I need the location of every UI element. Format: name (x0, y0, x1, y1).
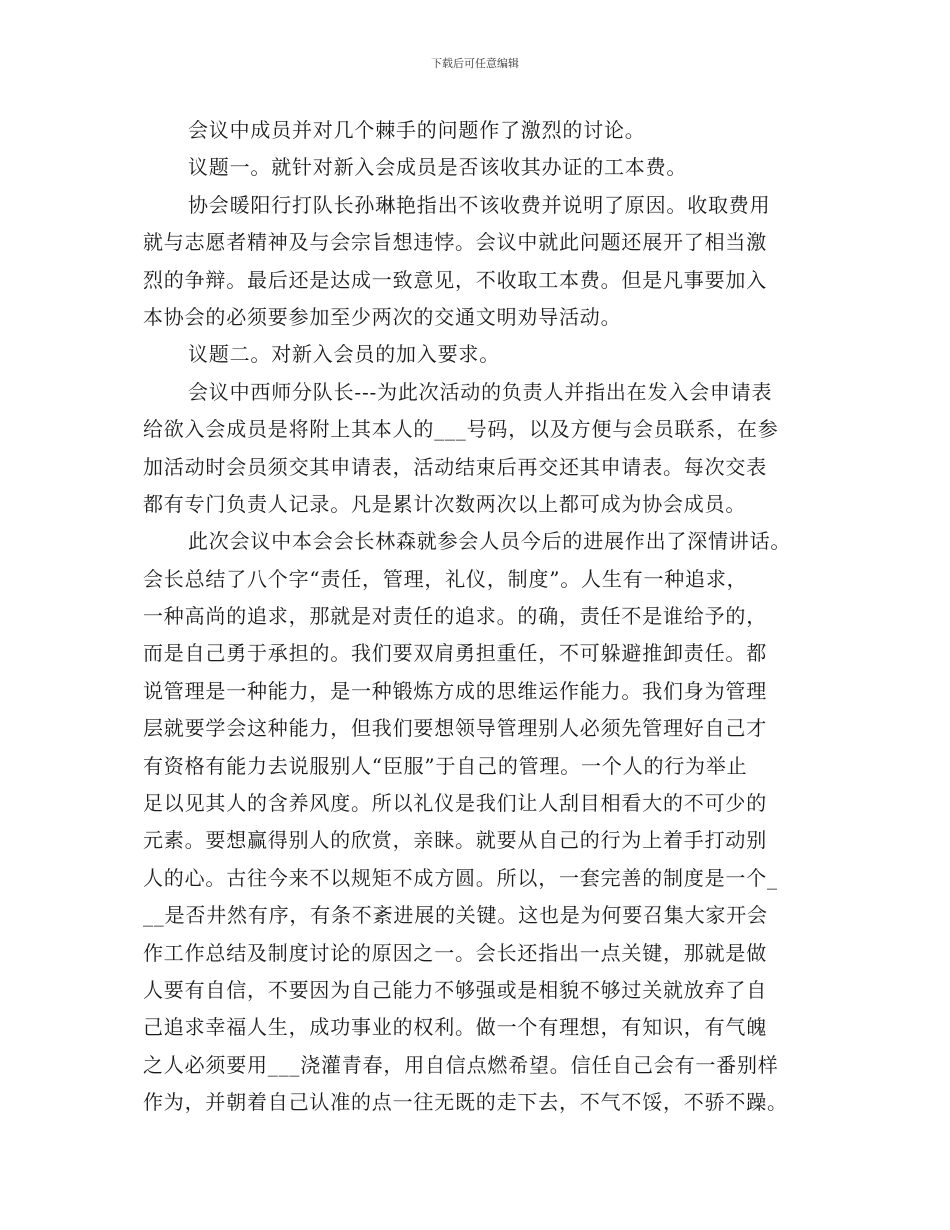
page-header: 下载后可任意编辑 (431, 57, 519, 70)
text-line: __是否井然有序，有条不紊进展的关键。这也是为何要召集大家开会 (143, 903, 768, 928)
text-line: 而是自己勇于承担的。我们要双肩勇担重任，不可躲避推卸责任。都 (143, 641, 767, 666)
text-line: 就与志愿者精神及与会宗旨想违悖。会议中就此问题还展开了相当激 (143, 230, 767, 255)
text-line: 作为，并朝着自己认准的点一往无既的走下去，不气不馁，不骄不躁。 (143, 1090, 788, 1115)
text-line: 层就要学会这种能力，但我们要想领导管理别人必须先管理好自己才 (143, 716, 767, 741)
text-line: 己追求幸福人生，成功事业的权利。做一个有理想，有知识，有气魄 (143, 1015, 767, 1040)
text-line: 说管理是一种能力，是一种锻炼方成的思维运作能力。我们身为管理 (143, 678, 767, 703)
text-line: 本协会的必须要参加至少两次的交通文明劝导活动。 (143, 304, 622, 329)
text-line: 议题一。就针对新入会成员是否该收其办证的工本费。 (188, 155, 688, 180)
text-line: 元素。要想赢得别人的欣赏，亲睐。就要从自己的行为上着手打动别 (143, 828, 767, 853)
text-line: 足以见其人的含养风度。所以礼仪是我们让人刮目相看大的不可少的 (143, 791, 767, 816)
text-line: 此次会议中本会会长林森就参会人员今后的进展作出了深情讲话。 (188, 529, 792, 554)
text-line: 会议中成员并对几个棘手的问题作了激烈的讨论。 (188, 118, 646, 142)
text-line: 会议中西师分队长---为此次活动的负责人并指出在发入会申请表 (188, 379, 773, 404)
text-line: 协会暖阳行打队长孙琳艳指出不该收费并说明了原因。收取费用 (188, 192, 771, 217)
text-line: 作工作总结及制度讨论的原因之一。会长还指出一点关键，那就是做 (143, 940, 767, 965)
text-line: 之人必须要用___浇灌青春，用自信点燃希望。信任自己会有一番别样 (143, 1052, 779, 1077)
text-line: 有资格有能力去说服别人“臣服”于自己的管理。一个人的行为举止 (143, 753, 748, 778)
text-line: 加活动时会员须交其申请表，活动结束后再交还其申请表。每次交表 (143, 454, 767, 479)
text-line: 给欲入会成员是将附上其本人的___号码，以及方便与会员联系，在参 (143, 417, 779, 442)
text-line: 都有专门负责人记录。凡是累计次数两次以上都可成为协会成员。 (143, 491, 747, 516)
text-line: 议题二。对新入会员的加入要求。 (188, 342, 500, 367)
document-body (143, 112, 807, 1122)
text-line: 人的心。古往今来不以规矩不成方圆。所以，一套完善的制度是一个_ (143, 865, 778, 890)
text-line: 烈的争辩。最后还是达成一致意见，不收取工本费。但是凡事要加入 (143, 267, 767, 292)
text-line: 人要有自信，不要因为自己能力不够强或是相貌不够过关就放弃了自 (143, 977, 767, 1002)
text-line: 一种高尚的追求，那就是对责任的追求。的确，责任不是谁给予的， (143, 604, 767, 629)
text-line: 会长总结了八个字“责任，管理，礼仪，制度”。人生有一种追求， (143, 566, 748, 591)
